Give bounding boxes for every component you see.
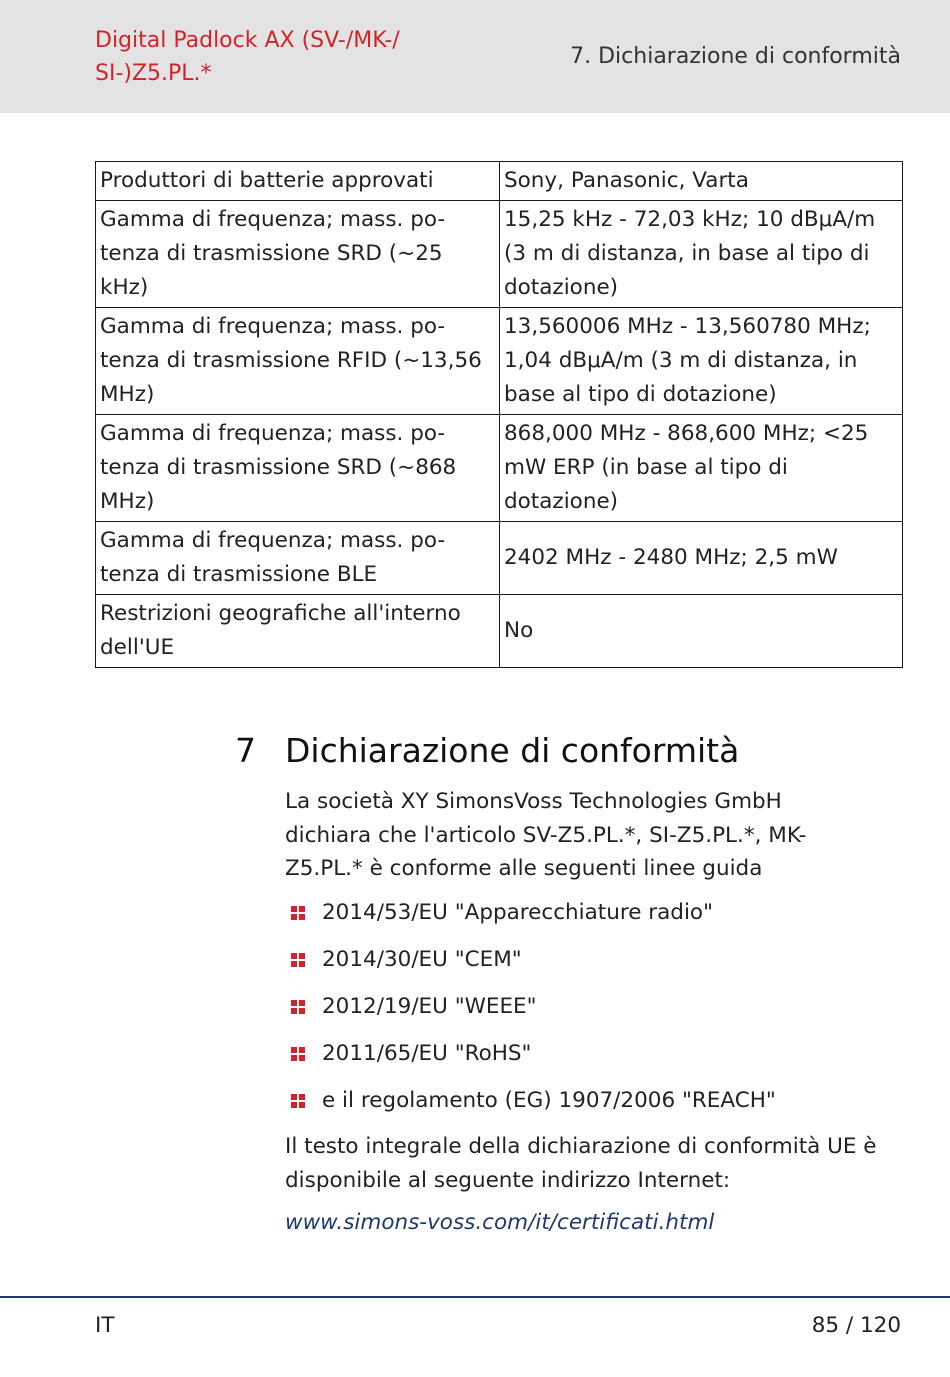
table-row [96,162,903,201]
intro-paragraph: La società XY SimonsVoss Technologies GmbH dichiara che l'articolo SV-Z5.PL.*, SI-Z5.PL.*, MK-Z5.PL.* è conforme alle seguenti linee guida [285,789,807,881]
table-cell-value: 13,560006 MHz - 13,560780 MHz; 1,04 dBμA/m (3 m di distanza, in base al tipo di dotazione) [500,308,903,415]
table-cell-value: 15,25 kHz - 72,03 kHz; 10 dBμA/m (3 m di distanza, in base al tipo di dotazione) [500,201,903,308]
guideline-text: e il regolamento (EG) 1907/2006 "REACH" [322,1088,776,1113]
language-code: IT [95,1313,115,1338]
list-item [285,1037,776,1084]
square-bullet-icon [291,1047,305,1061]
square-bullet-icon [291,1094,305,1108]
square-bullet-icon [291,1000,305,1014]
table-cell-value: Sony, Panasonic, Varta [500,162,903,201]
table-row [96,201,903,308]
table-cell-value: No [500,595,903,668]
page-header [0,0,950,113]
table-row [96,308,903,415]
table-cell-label: Gamma di frequenza; mass. po-tenza di trasmissione SRD (~868 MHz) [96,415,500,522]
table-row [96,595,903,668]
chapter-title: Dichiarazione di conformità [285,731,740,770]
list-item [285,943,776,990]
table-cell-label: Gamma di frequenza; mass. po-tenza di trasmissione BLE [96,522,500,595]
square-bullet-icon [291,953,305,967]
footer-divider [0,1296,950,1298]
certificates-link[interactable]: www.simons-voss.com/it/certificati.html [285,1210,715,1235]
square-bullet-icon [291,906,305,920]
section-reference: 7. Dichiarazione di conformità [570,44,901,69]
table-cell-value: 868,000 MHz - 868,600 MHz; <25 mW ERP (in base al tipo di dotazione) [500,415,903,522]
guideline-text: 2012/19/EU "WEEE" [322,994,537,1019]
table-cell-label: Restrizioni geografiche all'interno dell'UE [96,595,500,668]
table-cell-label: Gamma di frequenza; mass. po-tenza di trasmissione SRD (~25 kHz) [96,201,500,308]
table-row [96,415,903,522]
guidelines-list [285,896,776,1131]
list-item [285,990,776,1037]
guideline-text: 2014/30/EU "CEM" [322,947,522,972]
table-cell-value: 2402 MHz - 2480 MHz; 2,5 mW [500,522,903,595]
chapter-number: 7 [235,731,256,770]
document-title: Digital Padlock AX (SV-/MK-/ SI-)Z5.PL.* [95,28,400,86]
guideline-text: 2014/53/EU "Apparecchiature radio" [322,900,713,925]
table-cell-label: Produttori di batterie approvati [96,162,500,201]
list-item [285,896,776,943]
page-number: 85 / 120 [811,1313,901,1338]
specs-table [95,161,903,668]
guideline-text: 2011/65/EU "RoHS" [322,1041,532,1066]
outro-paragraph: Il testo integrale della dichiarazione di conformità UE è disponibile al seguente indirizzo Internet: [285,1134,877,1193]
table-cell-label: Gamma di frequenza; mass. po-tenza di trasmissione RFID (~13,56 MHz) [96,308,500,415]
table-row [96,522,903,595]
list-item [285,1084,776,1131]
